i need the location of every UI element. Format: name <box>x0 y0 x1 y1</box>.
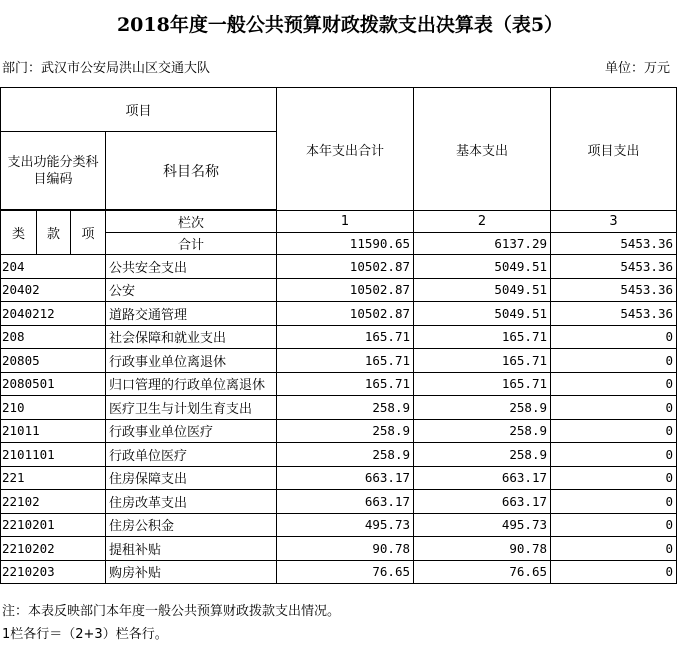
table-row <box>1 443 677 467</box>
amount-project: 0 <box>551 349 677 373</box>
table-row <box>1 560 677 584</box>
amount-basic: 258.9 <box>414 396 551 420</box>
amount-project: 0 <box>551 466 677 490</box>
subject-code: 20805 <box>1 349 106 373</box>
subject-code: 21011 <box>1 419 106 443</box>
amount-project: 0 <box>551 325 677 349</box>
subject-name: 公安 <box>106 278 277 302</box>
subject-name: 住房改革支出 <box>106 490 277 514</box>
subject-code: 221 <box>1 466 106 490</box>
amount-project: 0 <box>551 490 677 514</box>
amount-project: 5453.36 <box>551 278 677 302</box>
amount-project: 0 <box>551 419 677 443</box>
table-row <box>1 349 677 373</box>
unit-label: 单位：万元 <box>604 61 670 76</box>
amount-total: 10502.87 <box>277 302 414 326</box>
header-xiang: 项 <box>71 211 106 255</box>
amount-total: 663.17 <box>277 490 414 514</box>
amount-basic: 165.71 <box>414 372 551 396</box>
header-col-total: 本年支出合计 <box>277 88 414 211</box>
table-row <box>1 325 677 349</box>
header-func-code: 支出功能分类科目编码 <box>1 132 106 210</box>
amount-basic: 663.17 <box>414 490 551 514</box>
amount-basic: 258.9 <box>414 443 551 467</box>
amount-project: 0 <box>551 396 677 420</box>
subject-name: 归口管理的行政单位离退休 <box>106 372 277 396</box>
subject-code: 2210201 <box>1 513 106 537</box>
amount-total: 76.65 <box>277 560 414 584</box>
subject-name: 医疗卫生与计划生育支出 <box>106 396 277 420</box>
subject-code: 2101101 <box>1 443 106 467</box>
subject-name: 住房保障支出 <box>106 466 277 490</box>
amount-total: 90.78 <box>277 537 414 561</box>
header-item: 项目 <box>1 88 277 132</box>
subject-code: 2040212 <box>1 302 106 326</box>
amount-total: 258.9 <box>277 419 414 443</box>
subject-code: 2210202 <box>1 537 106 561</box>
amount-total: 258.9 <box>277 443 414 467</box>
subject-name: 行政事业单位离退休 <box>106 349 277 373</box>
amount-project: 5453.36 <box>551 255 677 279</box>
table-row <box>1 419 677 443</box>
department-label: 部门：武汉市公安局洪山区交通大队 <box>2 61 211 76</box>
sum-label: 合计 <box>106 233 277 255</box>
amount-basic: 495.73 <box>414 513 551 537</box>
header-col-project: 项目支出 <box>551 88 677 211</box>
expenditure-table <box>0 87 677 584</box>
subject-name: 社会保障和就业支出 <box>106 325 277 349</box>
amount-total: 495.73 <box>277 513 414 537</box>
table-row <box>1 372 677 396</box>
subject-code: 204 <box>1 255 106 279</box>
table-row <box>1 255 677 279</box>
subject-name: 行政事业单位医疗 <box>106 419 277 443</box>
header-kuan: 款 <box>37 211 71 255</box>
subject-code: 208 <box>1 325 106 349</box>
amount-basic: 5049.51 <box>414 278 551 302</box>
amount-project: 0 <box>551 372 677 396</box>
report-title: 2018年度一般公共预算财政拨款支出决算表（表5） <box>116 14 564 36</box>
sum-total: 11590.65 <box>277 233 414 255</box>
amount-total: 165.71 <box>277 372 414 396</box>
sum-project: 5453.36 <box>551 233 677 255</box>
subject-code: 2080501 <box>1 372 106 396</box>
subject-code: 20402 <box>1 278 106 302</box>
subject-name: 行政单位医疗 <box>106 443 277 467</box>
header-lanci: 栏次 <box>106 211 277 233</box>
table-row <box>1 302 677 326</box>
amount-total: 258.9 <box>277 396 414 420</box>
subject-code: 210 <box>1 396 106 420</box>
amount-basic: 165.71 <box>414 325 551 349</box>
amount-total: 165.71 <box>277 325 414 349</box>
amount-basic: 76.65 <box>414 560 551 584</box>
note-2: 1栏各行＝（2+3）栏各行。 <box>2 627 168 642</box>
sum-basic: 6137.29 <box>414 233 551 255</box>
amount-total: 165.71 <box>277 349 414 373</box>
amount-project: 0 <box>551 513 677 537</box>
subject-name: 道路交通管理 <box>106 302 277 326</box>
subject-name: 购房补贴 <box>106 560 277 584</box>
subject-name: 提租补贴 <box>106 537 277 561</box>
subject-name: 住房公积金 <box>106 513 277 537</box>
amount-project: 5453.36 <box>551 302 677 326</box>
amount-project: 0 <box>551 443 677 467</box>
amount-basic: 165.71 <box>414 349 551 373</box>
amount-basic: 258.9 <box>414 419 551 443</box>
amount-project: 0 <box>551 560 677 584</box>
table-row <box>1 490 677 514</box>
subject-name: 公共安全支出 <box>106 255 277 279</box>
table-row <box>1 466 677 490</box>
col-number-2: 2 <box>414 211 551 233</box>
table-row <box>1 537 677 561</box>
subject-code: 22102 <box>1 490 106 514</box>
amount-total: 10502.87 <box>277 255 414 279</box>
amount-total: 663.17 <box>277 466 414 490</box>
amount-project: 0 <box>551 537 677 561</box>
header-lei: 类 <box>1 211 37 255</box>
col-number-1: 1 <box>277 211 414 233</box>
table-row <box>1 278 677 302</box>
note-1: 注：本表反映部门本年度一般公共预算财政拨款支出情况。 <box>2 604 341 619</box>
amount-basic: 5049.51 <box>414 255 551 279</box>
col-number-3: 3 <box>551 211 677 233</box>
header-subject-name: 科目名称 <box>106 132 277 210</box>
amount-basic: 663.17 <box>414 466 551 490</box>
table-row <box>1 396 677 420</box>
table-row <box>1 513 677 537</box>
header-col-basic: 基本支出 <box>414 88 551 211</box>
amount-total: 10502.87 <box>277 278 414 302</box>
subject-code: 2210203 <box>1 560 106 584</box>
amount-basic: 90.78 <box>414 537 551 561</box>
amount-basic: 5049.51 <box>414 302 551 326</box>
